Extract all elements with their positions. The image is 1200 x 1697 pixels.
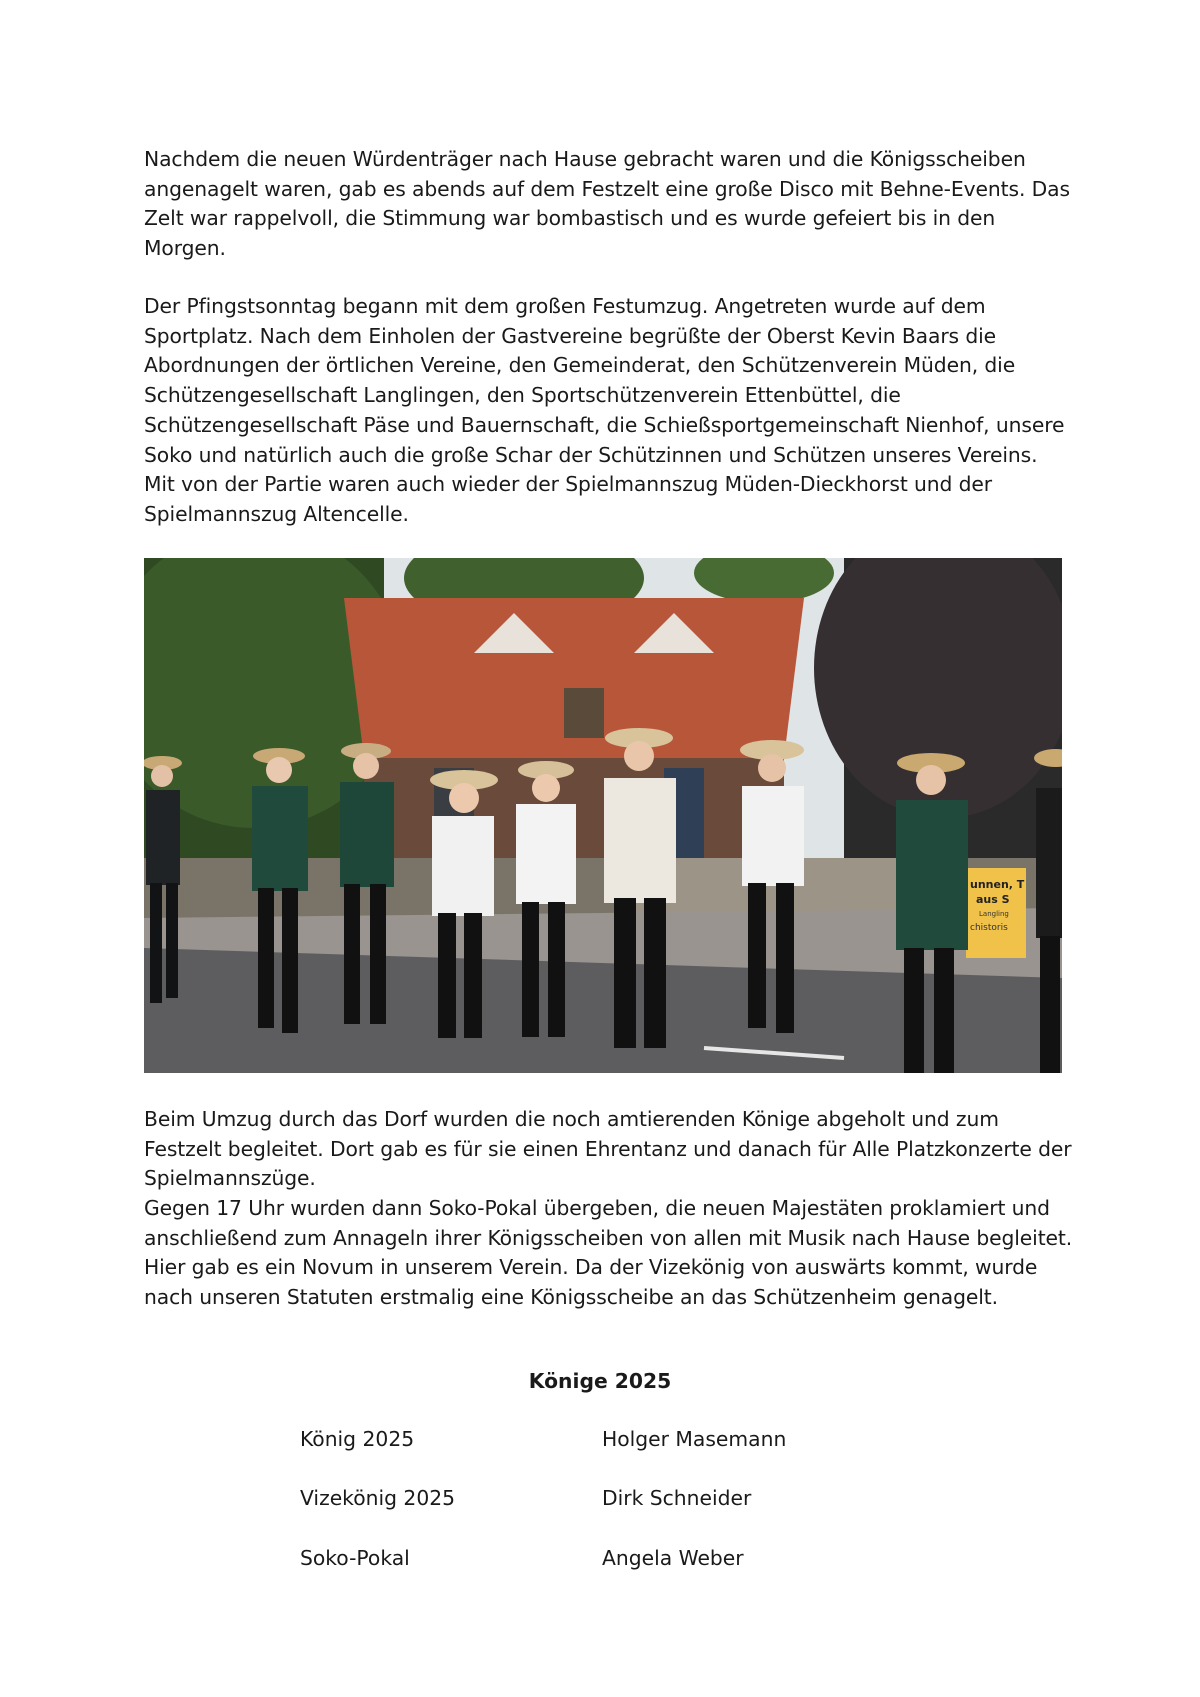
paragraph-umzug: Beim Umzug durch das Dorf wurden die noch amtierenden Könige abgeholt und zum Festzelt begleitet. Dort gab es für sie einen Ehrentanz und danach für Alle Platzkonzerte der Spielmannszüge. [144,1107,1072,1191]
paragraph-proklamation: Gegen 17 Uhr wurden dann Soko-Pokal übergeben, die neuen Majestäten proklamiert und anschließend zum Annageln ihrer Königsscheiben von allen mit Musik nach Hause begleitet. Hier gab es ein Novum in unserem Verein. Da der Vizekönig von auswärts kommt, wurde nach unseren Statuten erstmalig eine Königsscheibe an das Schützenheim genagelt. [144,1196,1073,1310]
sign-text-1: unnen, T [970,878,1025,891]
kings-row-name: Dirk Schneider [602,1486,752,1511]
sign-text-4: chistoris [970,923,1008,933]
kings-row-label: Soko-Pokal [300,1545,410,1570]
kings-row [300,1427,900,1486]
kings-row [300,1486,900,1545]
kings-title: Könige 2025 [528,1369,672,1393]
sign-text-3: Langling [979,910,1009,918]
paragraph-disco: Nachdem die neuen Würdenträger nach Hause gebracht waren und die Königsscheiben angenagelt waren, gab es abends auf dem Festzelt eine große Disco mit Behne-Events. Das Zelt war rappelvoll, die Stimmung war bombastisch und es wurde gefeiert bis in den Morgen. [144,147,1070,261]
kings-row-name: Angela Weber [602,1545,744,1570]
parade-photo [144,558,1062,1073]
paragraph-festumzug: Der Pfingstsonntag begann mit dem großen Festumzug. Angetreten wurde auf dem Sportplatz. Nach dem Einholen der Gastvereine begrüßte der Oberst Kevin Baars die Abordnungen der örtlichen Vereine, den Gemeinderat, den Schützenverein Müden, die Schützengesellschaft Langlingen, den Sportschützenverein Ettenbüttel, die Schützengesellschaft Päse und Bauernschaft, die Schießsportgemeinschaft Nienhof, unsere Soko und natürlich auch die große Schar der Schützinnen und Schützen unseres Vereins. Mit von der Partie waren auch wieder der Spielmannszug Müden-Dieckhorst und der Spielmannszug Altencelle. [144,294,1065,526]
kings-row [300,1546,900,1605]
kings-table [300,1427,900,1605]
kings-row-name: Holger Masemann [602,1427,787,1451]
sign-text-2: aus S [976,893,1010,906]
kings-row-label: König 2025 [300,1427,415,1451]
kings-row-label: Vizekönig 2025 [300,1486,456,1511]
